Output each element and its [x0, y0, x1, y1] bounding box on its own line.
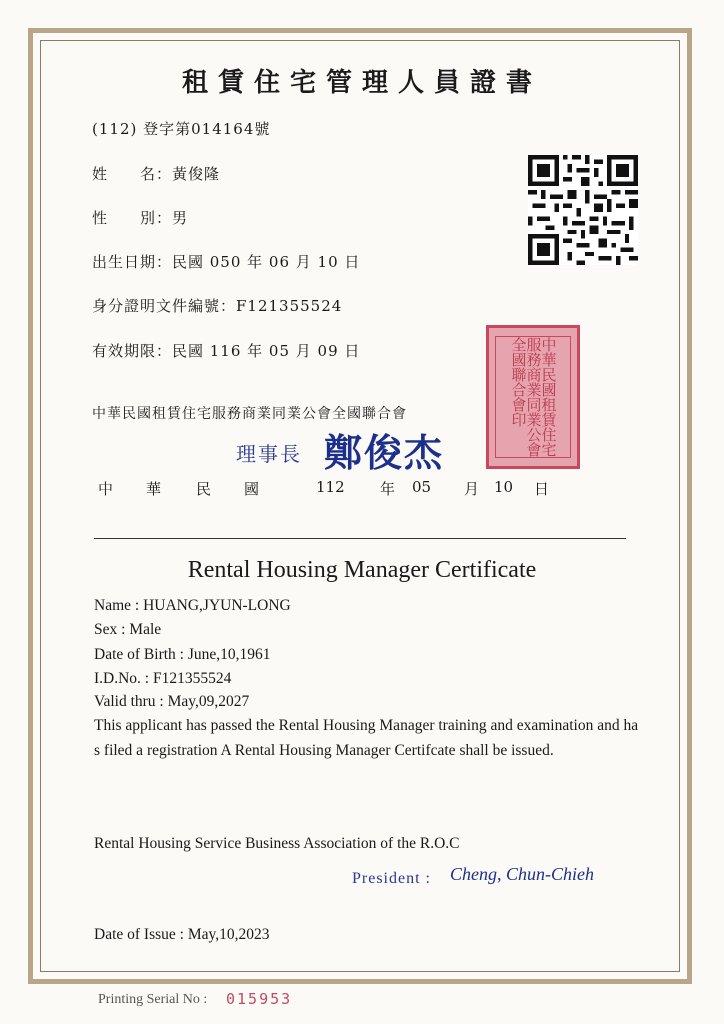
id-row-zh: 身分證明文件編號：F121355524 — [92, 297, 343, 315]
chairman-signature: 鄭俊杰 — [324, 430, 445, 475]
official-seal — [486, 325, 580, 469]
qr-code — [528, 155, 638, 265]
dob-row-zh: 出生日期：民國 050 年 06 月 10 日 — [92, 253, 361, 271]
registration-number: (112) 登字第014164號 — [92, 120, 271, 138]
association-name-en: Rental Housing Service Business Association of the R.O.C — [94, 835, 460, 852]
issue-date-zh-year-unit: 年 — [380, 480, 396, 498]
id-row-en: I.D.No. : F121355524 — [94, 670, 232, 687]
issue-date-zh-year: 112 — [316, 478, 345, 496]
valid-row-zh: 有效期限：民國 116 年 05 月 09 日 — [92, 342, 361, 360]
issue-date-zh-char-1: 中 — [98, 480, 114, 498]
name-row-zh: 姓 名：黃俊隆 — [92, 165, 221, 183]
president-signature: Cheng, Chun-Chieh — [450, 864, 594, 884]
issue-date-zh-month-unit: 月 — [464, 480, 480, 498]
sex-row-zh: 性 別：男 — [92, 209, 189, 227]
issue-date-en: Date of Issue : May,10,2023 — [94, 926, 270, 943]
issue-date-zh-char-3: 民 — [196, 480, 212, 498]
section-divider — [94, 538, 626, 539]
sex-row-en: Sex : Male — [94, 621, 162, 638]
issue-date-zh-month: 05 — [412, 478, 432, 496]
chairman-title: 理事長 — [236, 442, 302, 466]
certificate-title-en: Rental Housing Manager Certificate — [187, 557, 537, 583]
association-name-zh: 中華民國租賃住宅服務商業同業公會全國聯合會 — [92, 406, 407, 422]
issue-date-zh-char-4: 國 — [244, 480, 260, 498]
issue-date-zh-day: 10 — [494, 478, 514, 496]
dob-row-en: Date of Birth : June,10,1961 — [94, 646, 271, 663]
printing-serial-label: Printing Serial No : — [98, 992, 208, 1007]
certificate-title-zh: 租賃住宅管理人員證書 — [181, 68, 542, 98]
valid-row-en: Valid thru : May,09,2027 — [94, 693, 250, 710]
printing-serial-number: 015953 — [226, 990, 293, 1008]
name-row-en: Name : HUANG,JYUN-LONG — [94, 597, 291, 614]
certificate-statement: This applicant has passed the Rental Housing Manager training and examination and has filed a registration A Rental Housing Manager Certifcate shall be issued. — [94, 717, 639, 759]
issue-date-zh-char-2: 華 — [146, 480, 162, 498]
president-label: President : — [352, 870, 431, 887]
seal-text: 中華民國租賃住宅服務商業同業公會全國聯合會印 — [495, 336, 571, 458]
issue-date-zh-day-unit: 日 — [534, 480, 550, 498]
